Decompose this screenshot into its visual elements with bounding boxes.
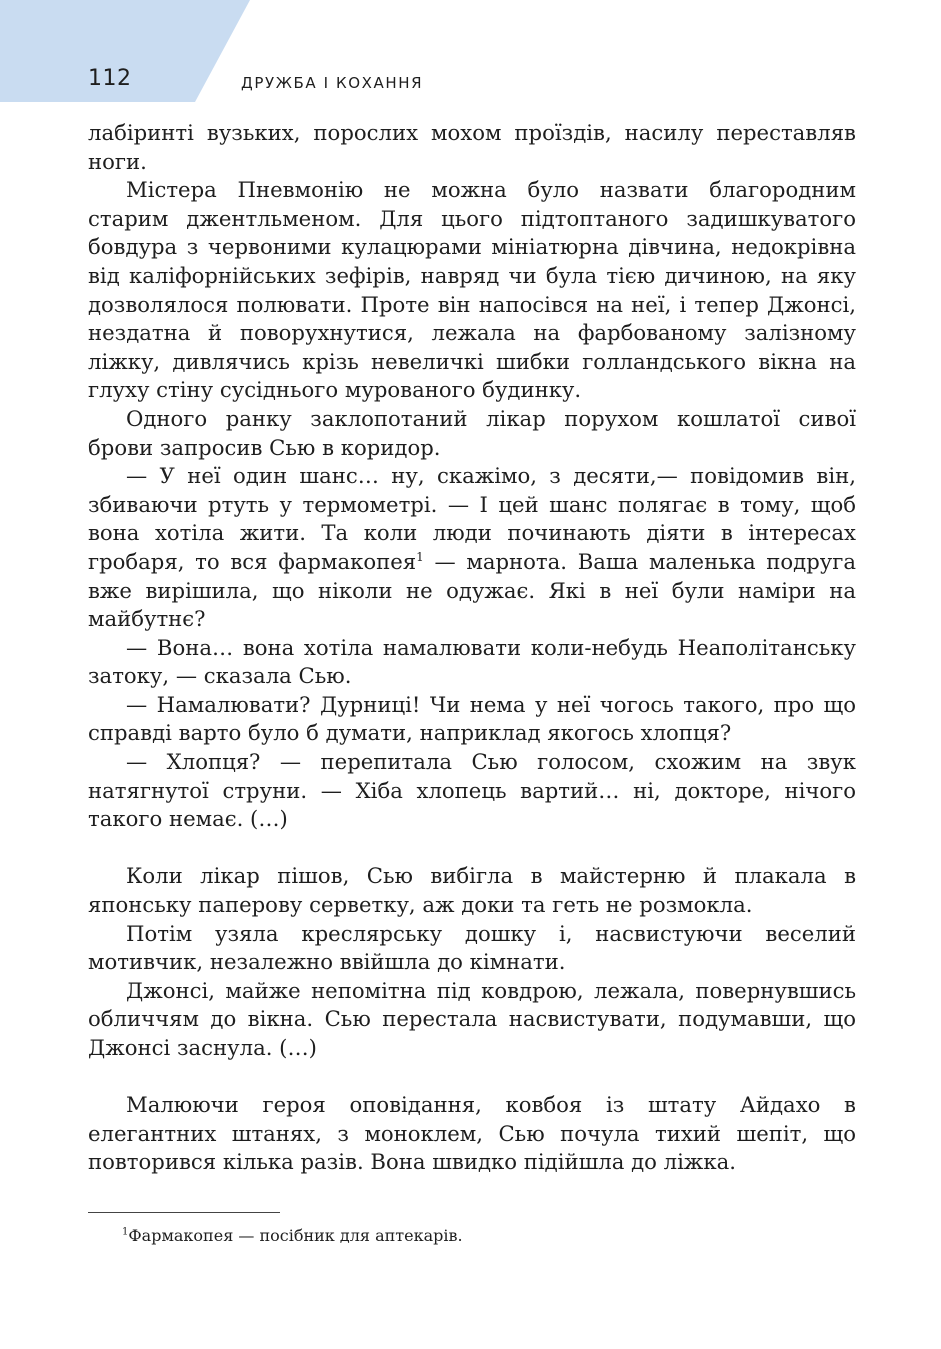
paragraph-part: — марнота. Ваша маленька подруга вже вирішила, що ніколи не одужає. Які в неї були наміри на майбутнє? [88, 548, 856, 632]
paragraph: Коли лікар пішов, Сью вибігла в майстерню й плакала в японську паперову серветку, аж доки та геть не розмокла. [88, 863, 856, 918]
paragraph: Джонсі, майже непомітна під ковдрою, лежала, повернувшись обличчям до вікна. Сью перестала насвистувати, подумавши, що Джонсі заснула. (…) [88, 977, 856, 1060]
footnote-text: Фармакопея — посібник для аптекарів. [128, 1226, 463, 1245]
running-title: ДРУЖБА І КОХАННЯ [241, 74, 424, 92]
paragraph: — Намалювати? Дурниці! Чи нема у неї чогось такого, про що справді варто було б думати, наприклад якогось хлопця? [88, 691, 856, 746]
paragraph: Потім узяла креслярську дошку і, насвистуючи веселий мотивчик, незалежно ввійшла до кімнати. [88, 920, 856, 975]
paragraph [88, 462, 856, 634]
section-gap [88, 834, 856, 863]
footnote [122, 1226, 822, 1246]
paragraph: лабіринті вузьких, порослих мохом проїздів, насилу переставляв ноги. [88, 120, 856, 174]
paragraph: Містера Пневмонію не можна було назвати благородним старим джентльменом. Для цього підтоптаного задишкуватого бовдура з червоними кулацюрами мініатюрна дівчина, недокрівна від каліфорнійських зефірів, навряд чи була тією дичиною, на яку дозволялося полювати. Проте він напосівся на неї, і тепер Джонсі, нездатна й поворухнутися, лежала на фарбованому залізному ліжку, дивлячись крізь невеличкі шибки голландського вікна на глуху стіну сусіднього мурованого будинку. [88, 177, 856, 403]
text-body [88, 119, 856, 1177]
paragraph: — Хлопця? — перепитала Сью голосом, схожим на звук натягнутої струни. — Хіба хлопець вартий… ні, докторе, нічого такого немає. (…) [88, 749, 856, 832]
footnote-reference[interactable]: 1 [416, 549, 424, 564]
paragraph: Малюючи героя оповідання, ковбоя із штату Айдахо в елегантних штанях, з моноклем, Сью почула тихий шепіт, що повторився кілька разів. Вона швидко підійшла до ліжка. [88, 1092, 856, 1175]
paragraph-part: — У неї один шанс… ну, скажімо, з десяти,— повідомив він, збиваючи ртуть у термометрі. — І цей шанс полягає в тому, щоб вона хотіла жити. Та коли люди починають діяти в інтересах гробаря, то вся фармакопея [88, 463, 856, 574]
paragraph: — Вона… вона хотіла намалювати коли-небудь Неаполітанську затоку, — сказала Сью. [88, 634, 856, 689]
page-number: 112 [88, 66, 132, 91]
footnote-divider [88, 1212, 280, 1213]
paragraph: Одного ранку заклопотаний лікар порухом кошлатої сивої брови запросив Сью в коридор. [88, 405, 856, 460]
section-gap [88, 1063, 856, 1092]
footnote-mark: 1 [122, 1226, 129, 1238]
